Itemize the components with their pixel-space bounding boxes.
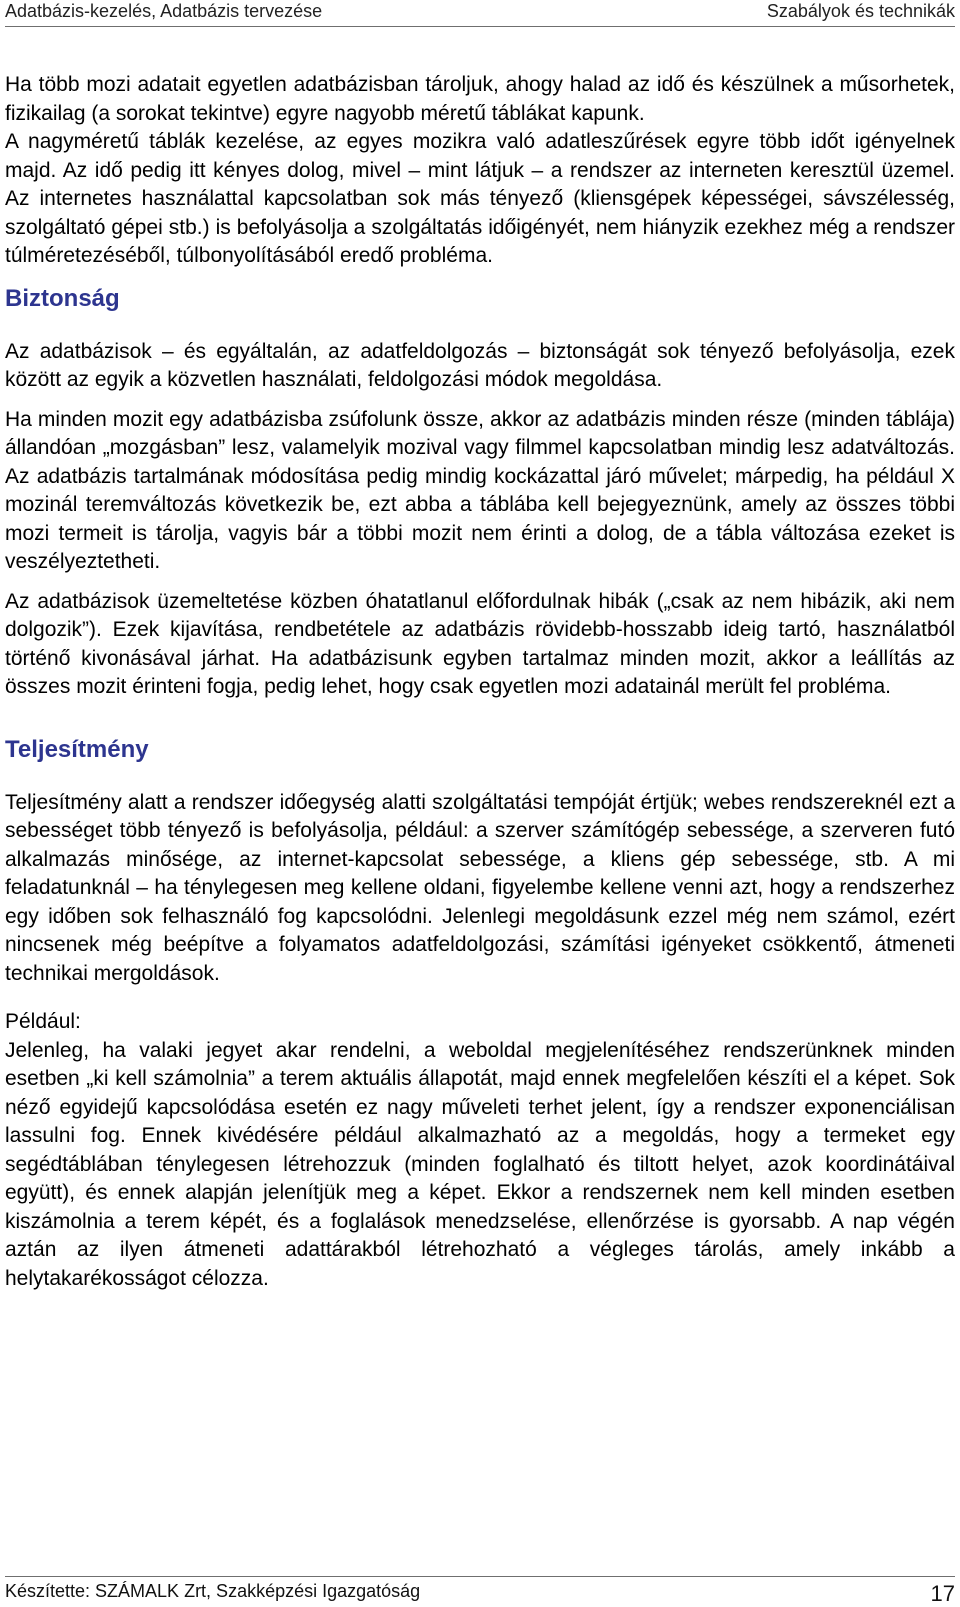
page-content xyxy=(5,71,955,1304)
security-paragraph-3: Az adatbázisok üzemeltetése közben óhatatlanul előfordulnak hibák („csak az nem hibázik, aki nem dolgozik”). Ezek kijavítása, rendbetétele az adatbázis rövidebb-hosszabb ideig tartó, használatból történő kivonásával járhat. Ha adatbázisunk egyben tartalmaz minden mozit, akkor a leállítás az összes mozit érinteni fogja, pedig lehet, hogy csak egyetlen mozi adatainál merült fel probléma. xyxy=(5,589,955,698)
performance-paragraph-2: Jelenleg, ha valaki jegyet akar rendelni, a weboldal megjelenítéséhez rendszerünknek minden esetben „ki kell számolnia” a terem aktuális állapotát, majd ennek megfelelően készíti el a képet. Sok néző egyidejű kapcsolódása esetén ez nagy műveleti terhet jelent, így a rendszer exponenciálisan lassulni fog. Ennek kivédésére például alkalmazható az a megoldás, hogy a termeket egy segédtáblában ténylegesen létrehozzuk (minden foglalható és tiltott helyet, azok koordinátáival együtt), és ennek alapján jelenítjük meg a képet. Ekkor a rendszernek nem kell minden esetben kiszámolnia a terem képét, és a foglalások menedzselése, ellenőrzése is gyorsabb. A nap végén aztán az ilyen átmeneti adattárakból létrehozható a végleges tárolás, amely inkább a helytakarékosságot célozza. xyxy=(5,1038,955,1290)
section-heading-security: Biztonság xyxy=(5,284,120,312)
intro-paragraph-1: Ha több mozi adatait egyetlen adatbázisban tároljuk, ahogy halad az idő és készülnek a műsorhetek, fizikailag (a sorokat tekintve) egyre nagyobb méretű táblákat kapunk. xyxy=(5,73,955,125)
header-document-title: Adatbázis-kezelés, Adatbázis tervezése xyxy=(5,1,323,21)
example-label: Például: xyxy=(5,1010,81,1033)
page-footer xyxy=(5,1576,955,1607)
section-heading-performance: Teljesítmény xyxy=(5,735,149,763)
running-header xyxy=(5,0,955,27)
page-number: 17 xyxy=(930,1581,955,1606)
security-paragraph-1: Az adatbázisok – és egyáltalán, az adatfeldolgozás – biztonságát sok tényező befolyásolja, ezek között az egyik a közvetlen használati, feldolgozási módok megoldása. xyxy=(5,339,955,391)
performance-paragraph-1: Teljesítmény alatt a rendszer időegység alatti szolgáltatási tempóját értjük; webes rendszereknél ezt a sebességet több tényező is befolyásolja, például: a szerver számítógép sebessége, a szerveren futó alkalmazás minősége, az internet-kapcsolat sebessége, a kliens gép sebessége, stb. A mi feladatunknál – ha ténylegesen meg kellene oldani, figyelembe kellene venni azt, hogy a rendszerhez egy időben sok felhasználó fog kapcsolódni. Jelenlegi megoldásunk ezzel még nem számol, ezért nincsenek még beépítve a folyamatos adatfeldolgozási, számítási igényeket csökkentő, átmeneti technikai mergoldások. xyxy=(5,790,955,985)
footer-author: Készítette: SZÁMALK Zrt, Szakképzési Igazgatóság xyxy=(5,1581,421,1601)
intro-paragraph-2: A nagyméretű táblák kezelése, az egyes mozikra való adatleszűrések egyre több időt igényelnek majd. Az idő pedig itt kényes dolog, mivel – mint látjuk – a rendszer az interneten keresztül üzemel. Az internetes használattal kapcsolatban sok más tényező (kliensgépek képességei, sávszélesség, szolgáltató gépei stb.) is befolyásolja a szolgáltatás időigényét, nem hiányzik ezekhez még a rendszer túlméretezéséből, túlbonyolításából eredő probléma. xyxy=(5,130,955,267)
header-section-title: Szabályok és technikák xyxy=(766,1,955,21)
security-paragraph-2: Ha minden mozit egy adatbázisba zsúfolunk össze, akkor az adatbázis minden része (minden táblája) állandóan „mozgásban” lesz, valamelyik mozival vagy filmmel kapcsolatban mindig lesz adatváltozás. Az adatbázis tartalmának módosítása pedig mindig kockázattal járó művelet; márpedig, ha például X mozinál teremváltozás következik be, ezt abba a táblába kell bejegyeznünk, amely az összes többi mozi termeit is tárolja, vagyis bár a többi mozit nem érinti a dolog, de a tábla változása ezeket is veszélyeztetheti. xyxy=(5,407,955,573)
